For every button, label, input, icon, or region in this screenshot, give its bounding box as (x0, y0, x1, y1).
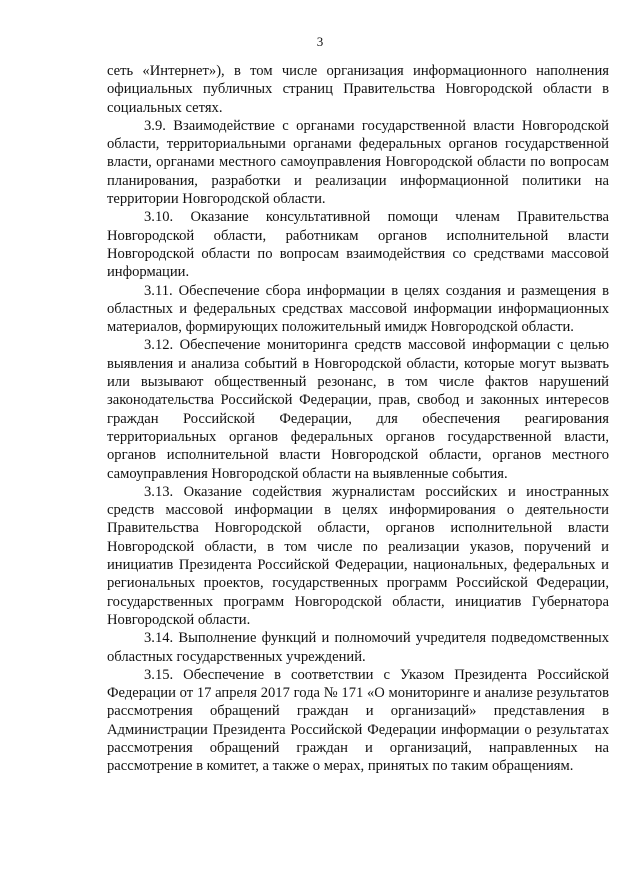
paragraph-3-9: 3.9. Взаимодействие с органами государственной власти Новгородской области, территориальными органами федеральных органов государственной власти, органами местного самоуправления Новгородской области по вопросам планирования, разработки и реализации информационной политики на территории Новгородской области. (107, 117, 609, 208)
paragraph-3-15: 3.15. Обеспечение в соответствии с Указом Президента Российской Федерации от 17 апреля 2017 года № 171 «О мониторинге и анализе результатов рассмотрения обращений граждан и организаций» представления в Администрации Президента Российской Федерации информации о результатах рассмотрения обращений граждан и организаций, направленных на рассмотрение в комитет, а также о мерах, принятых по таким обращениям. (107, 666, 609, 775)
paragraph-continuation: сеть «Интернет»), в том числе организация информационного наполнения официальных публичных страниц Правительства Новгородской области в социальных сетях. (107, 63, 609, 116)
page-number: 3 (316, 34, 324, 49)
paragraph-3-12: 3.12. Обеспечение мониторинга средств массовой информации с целью выявления и анализа событий в Новгородской области, которые могут вызвать или вызывают общественный резонанс, в том числе фактов нарушений законодательства Российской Федерации, прав, свобод и законных интересов граждан Российской Федерации, для обеспечения реагирования территориальных органов федеральных органов государственной власти, органов исполнительной власти Новгородской области, органов местного самоуправления Новгородской области на выявленные события. (107, 337, 609, 482)
paragraph-3-14: 3.14. Выполнение функций и полномочий учредителя подведомственных областных государственных учреждений. (107, 630, 609, 665)
paragraph-3-10: 3.10. Оказание консультативной помощи членам Правительства Новгородской области, работникам органов исполнительной власти Новгородской области по вопросам взаимодействия со средствами массовой информации. (107, 209, 609, 281)
document-body (107, 62, 609, 776)
paragraph-3-11: 3.11. Обеспечение сбора информации в целях создания и размещения в областных и федеральных средствах массовой информации информационных материалов, формирующих положительный имидж Новгородской области. (107, 282, 609, 336)
paragraph-3-13: 3.13. Оказание содействия журналистам российских и иностранных средств массовой информации в целях информирования о деятельности Правительства Новгородской области, органов исполнительной власти Новгородской области, в том числе по реализации указов, поручений и инициатив Президента Российской Федерации, национальных, федеральных и региональных проектов, государственных программ Российской Федерации, государственных программ Новгородской области, инициатив Губернатора Новгородской области. (107, 483, 609, 628)
